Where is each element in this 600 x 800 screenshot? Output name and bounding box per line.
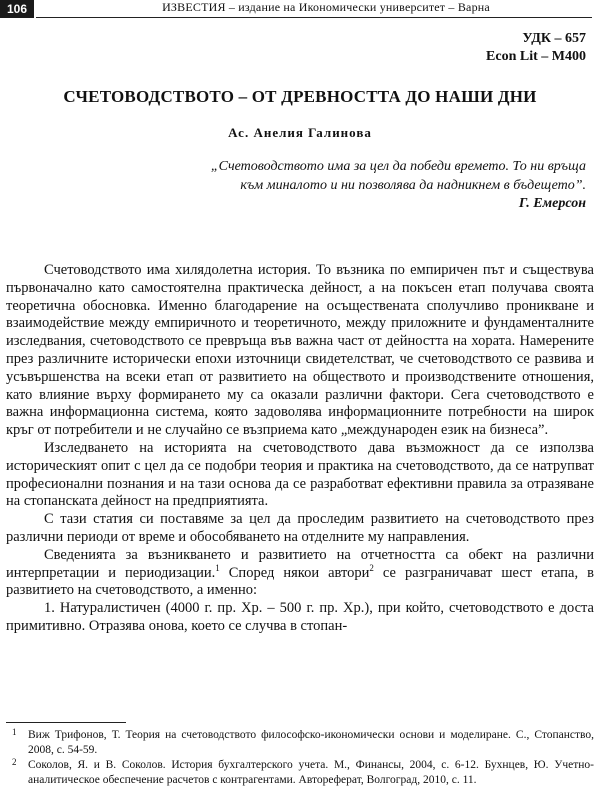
article-title: СЧЕТОВОДСТВОТО – ОТ ДРЕВНОСТТА ДО НАШИ ДНИ — [63, 87, 537, 106]
econlit-code: Econ Lit – M400 — [486, 49, 586, 64]
paragraph-3: С тази статия си поставяме за цел да проследим развитието на счетоводството през различни периоди от време и обособяването на отделните му направления. — [6, 511, 594, 545]
footnote-mark-2: 2 — [12, 757, 17, 767]
article-author: Ас. Анелия Галинова — [228, 125, 372, 140]
udk-code: УДК – 657 — [522, 31, 586, 46]
footnote-ref-1[interactable]: 1 — [215, 562, 220, 573]
running-header: ИЗВЕСТИЯ – издание на Икономически университет – Варна — [162, 0, 490, 14]
footnote-1 — [6, 728, 594, 757]
footnote-ref-2[interactable]: 2 — [369, 562, 374, 573]
epigraph-quote: „Счетоводството има за цел да победи времето. То ни връща към миналото и ни позволява да надникнем в бъдещето”. — [210, 159, 586, 193]
footnote-text-2: Соколов, Я. и В. Соколов. История бухгалтерского учета. М., Финансы, 2004, с. 6-12. Бухнцев, Ю. Учетно-аналитическое обеспечение расчетов с контрагентами. Автореферат, Волгоград, 2010, с. 11. — [28, 759, 594, 786]
epigraph — [196, 158, 586, 214]
list-item-1: 1. Натуралистичен (4000 г. пр. Хр. – 500 г. пр. Хр.), при който, счетоводството е доста примитивно. Отразява онова, което се случва в стопан- — [6, 600, 594, 634]
paragraph-4-part-a: Сведенията за възникването и развитието на отчетността са обект на различни интерпретации и периодизации. — [6, 546, 594, 581]
paragraph-4 — [6, 547, 594, 600]
paragraph-4-part-b: Според някои автори — [219, 564, 370, 581]
classification-block — [486, 30, 586, 66]
footnote-2 — [6, 758, 594, 787]
paragraph-1: Счетоводството има хилядолетна история. То възника по емпиричен път и съществува първоначално като самостоятелна практическа дейност, а на покъсен етап получава своята теоретична обосновка. Именно благодарение на осъществената сполучливо проникване и взаимодействие между емпиричното и теоретичното, между приложните и фундаменталните изследвания, счетоводството се превръща във важна част от дейността на хората. Намерените през различните исторически епохи източници свидетелстват, че счетоводството се развива и усъвършенства на всеки етап от развитието на обществото и производствените отношения, като влияние върху формирането му са оказали различни фактори. Сега счетоводството е важна информационна система, която задоволява информационните потребности на широк кръг от потребители и не случайно се възприема като „международен език на бизнеса”. — [6, 262, 594, 439]
page-number: 106 — [0, 0, 34, 18]
footnote-text-1: Виж Трифонов, Т. Теория на счетоводството философско-икономически основи и моделиране. С., Стопанство, 2008, с. 54-59. — [28, 729, 594, 756]
header-rule — [36, 17, 592, 18]
paragraph-4-part-c: се разграничават шест етапа, в развитието на счетоводството, а именно: — [6, 564, 594, 599]
footnotes — [6, 728, 594, 788]
epigraph-author: Г. Емерсон — [518, 196, 586, 211]
paragraph-2: Изследването на историята на счетоводството дава възможност да се използва историческият опит с цел да се подобри теория и практика на счетоводството, да се натрупват професионални познания и на тази основа да се разработват ефективни правила за отразяване на стопанската дейност на предприятията. — [6, 439, 594, 510]
footnote-mark-1: 1 — [12, 727, 17, 737]
footnote-rule — [6, 722, 126, 723]
article-body — [6, 262, 594, 636]
